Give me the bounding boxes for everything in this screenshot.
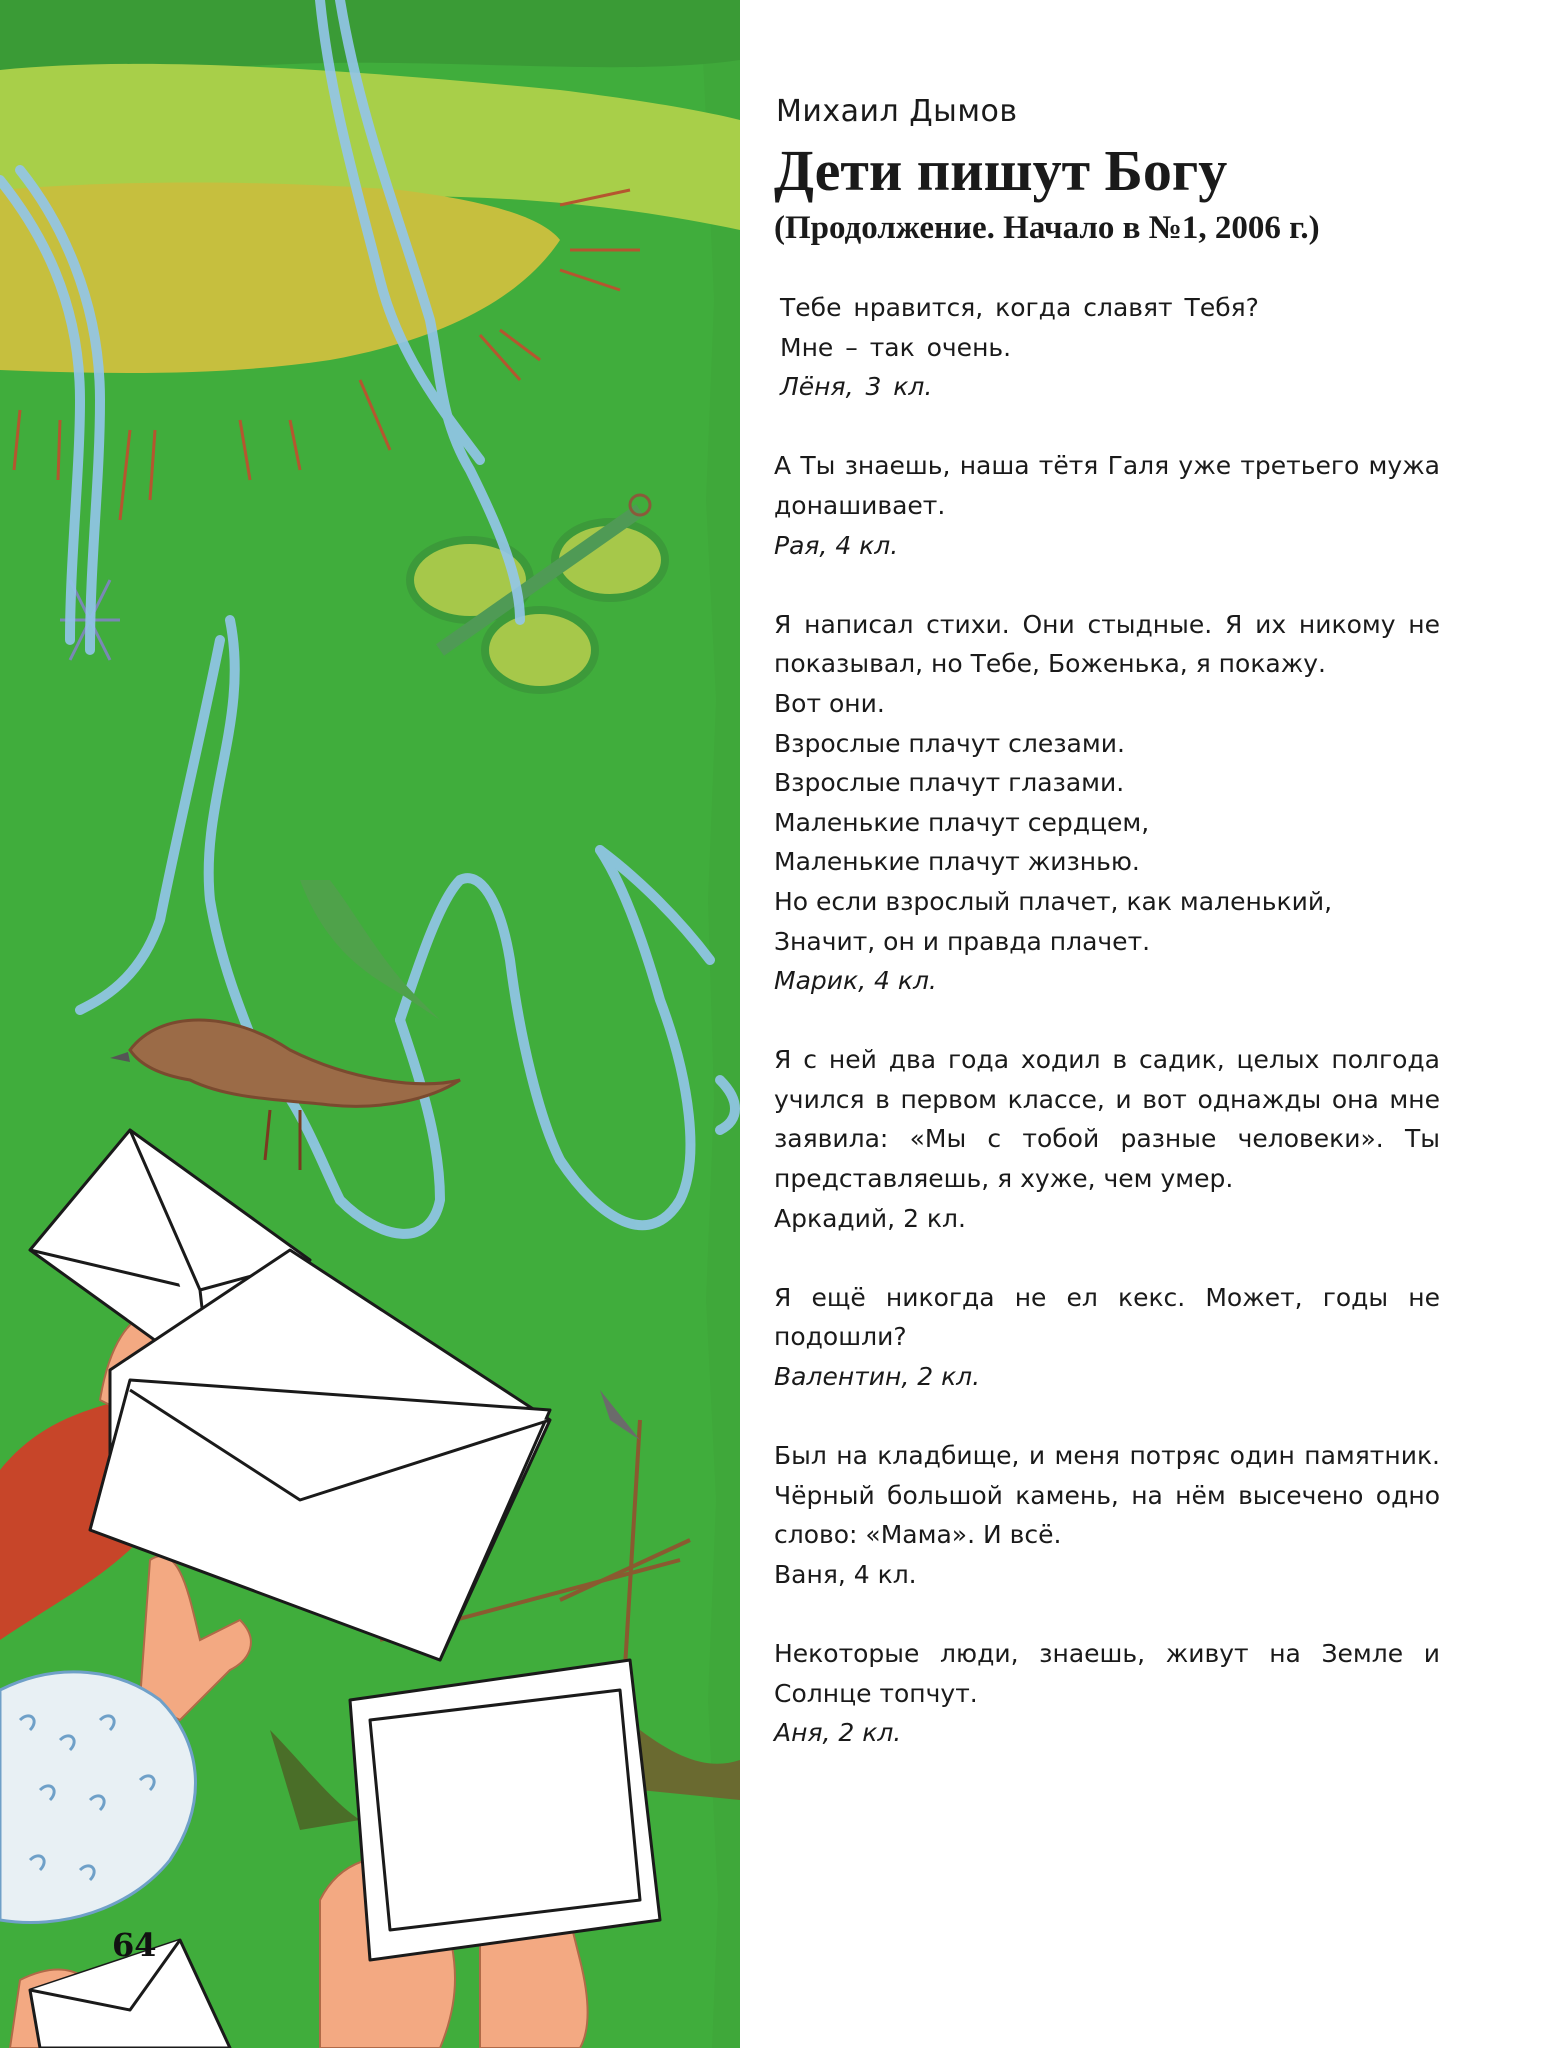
letter-entry [774,446,1440,565]
letter-signature: Рая, 4 кл. [774,530,899,560]
poem-line: Но если взрослый плачет, как маленький, [774,886,1333,916]
letter-entry [774,1278,1440,1397]
letter-signature: Ваня, 4 кл. [774,1560,917,1589]
letter-entry [774,1436,1440,1594]
letter-line: Тебе нравится, когда славят Тебя? [780,293,1259,322]
poem-line: Маленькие плачут жизнью. [774,847,1140,877]
article-author: Михаил Дымов [776,94,1018,129]
letter-entry [774,1634,1440,1753]
letter-text: Был на кладбище, и меня потряс один памятник. Чёрный большой камень, на нём высечено одно слово: «Мама». И всё. [774,1441,1440,1550]
letter-text: А Ты знаешь, наша тётя Галя уже третьего мужа донашивает. [774,451,1440,520]
article-column [774,90,1440,1793]
illustration [0,0,740,2048]
letters-list [774,288,1440,1753]
letter-entry [774,288,1440,407]
article-title: Дети пишут Богу [774,138,1228,203]
poem-line: Маленькие плачут сердцем, [774,807,1150,837]
letter-entry [774,1040,1440,1238]
letter-line: Мне – так очень. [780,332,1012,362]
article-subtitle: (Продолжение. Начало в №1, 2006 г.) [774,210,1320,246]
letter-signature: Аня, 2 кл. [774,1718,902,1748]
poem-line: Вот они. [774,688,885,718]
page-number: 64 [112,1926,157,1964]
letter-signature: Марик, 4 кл. [774,966,937,996]
letter-text: Я ещё никогда не ел кекс. Может, годы не подошли? [774,1282,1440,1352]
illustration-panel [0,0,740,2048]
letter-text: Я с ней два года ходил в садик, целых полгода учился в первом классе, и вот однажды она мне заявила: «Мы с тобой разные человеки». Ты представляешь, я хуже, чем умер. [774,1045,1440,1194]
letter-signature: Валентин, 2 кл. [774,1362,981,1392]
poem-line: Взрослые плачут глазами. [774,768,1125,798]
letter-signature: Аркадий, 2 кл. [774,1203,966,1233]
poem-line: Взрослые плачут слезами. [774,728,1125,758]
letter-text: Некоторые люди, знаешь, живут на Земле и Солнце топчут. [774,1639,1440,1708]
letter-text: Я написал стихи. Они стыдные. Я их никому не показывал, но Тебе, Боженька, я покажу. [774,609,1440,679]
letter-signature: Лёня, 3 кл. [780,372,933,402]
letter-entry [774,605,1440,1001]
poem-line: Значит, он и правда плачет. [774,926,1151,956]
